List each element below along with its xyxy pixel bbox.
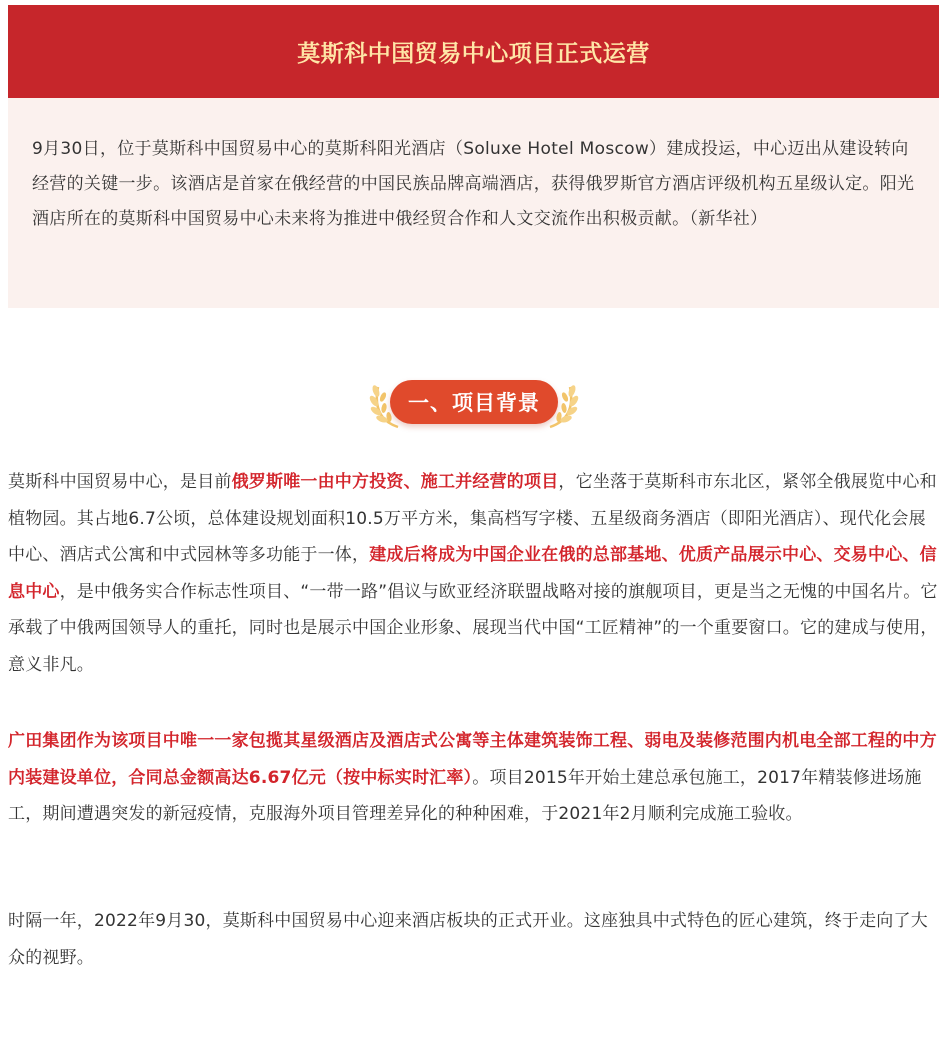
paragraph-text: ，是中俄务实合作标志性项目、“一带一路”倡议与欧亚经济联盟战略对接的旗舰项目，更是当之无愧的中国名片。它承载了中俄两国领导人的重托，同时也是展示中国企业形象、展现当代中国“工匠精神”的一个重要窗口。它的建成与使用，意义非凡。 [8,581,938,675]
summary-text: 9月30日，位于莫斯科中国贸易中心的莫斯科阳光酒店（Soluxe Hotel Moscow）建成投运，中心迈出从建设转向经营的关键一步。该酒店是首家在俄经营的中国民族品牌高端酒店，获得俄罗斯官方酒店评级机构五星级认定。阳光酒店所在的莫斯科中国贸易中心未来将为推进中俄经贸合作和人文交流作出积极贡献。（新华社） [32,139,915,229]
section-heading-pill [390,380,558,424]
paragraph-text: 莫斯科中国贸易中心，是目前 [8,472,232,492]
background-paragraph [8,464,942,683]
highlight-text: 广田集团作为该项目中唯一一家包揽其星级酒店及酒店式公寓等主体建筑装饰工程、弱电及装修范围内机电全部工程的中方内装建设单位，合同总金额高达6.67亿元（按中标实时汇率） [8,731,937,788]
summary-box [8,98,939,308]
highlight-text: 俄罗斯唯一由中方投资、施工并经营的项目 [231,472,559,492]
section-heading-badge [368,377,580,431]
highlight-text: 建成后将成为中国企业在俄的总部基地、优质产品展示中心、交易中心、信息中心 [8,545,937,602]
paragraph-text: 时隔一年，2022年9月30，莫斯科中国贸易中心迎来酒店板块的正式开业。这座独具中式特色的匠心建筑，终于走向了大众的视野。 [8,911,928,968]
page-title: 莫斯科中国贸易中心项目正式运营 [297,41,650,67]
title-banner [8,5,939,98]
laurel-right-icon [544,377,580,431]
opening-paragraph [8,903,942,976]
paragraph-text: ，它坐落于莫斯科市东北区，紧邻全俄展览中心和植物园。其占地6.7公顷，总体建设规划面积10.5万平方米，集高档写字楼、五星级商务酒店（即阳光酒店）、现代化会展中心、酒店式公寓和中式园林等多功能于一体， [8,472,937,565]
contract-paragraph [8,723,942,833]
section-heading: 一、项目背景 [408,391,540,415]
paragraph-text: 。项目2015年开始土建总承包施工，2017年精装修进场施工，期间遭遇突发的新冠疫情，克服海外项目管理差异化的种种困难，于2021年2月顺利完成施工验收。 [8,767,922,824]
